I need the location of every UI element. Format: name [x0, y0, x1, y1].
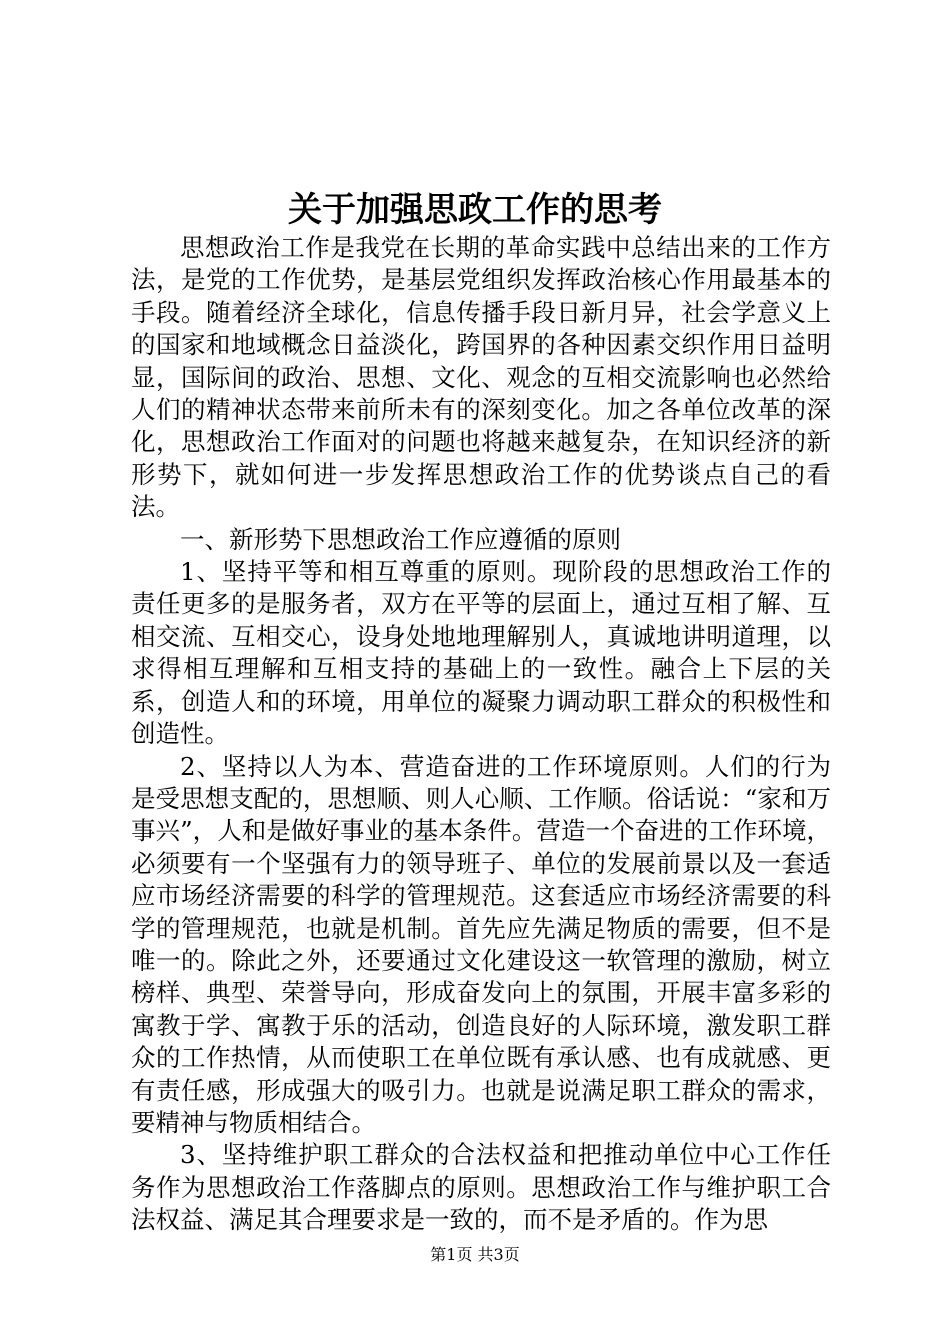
document-title: 关于加强思政工作的思考	[288, 190, 662, 230]
paragraph-principle-1: 1、坚持平等和相互尊重的原则。现阶段的思想政治工作的责任更多的是服务者，双方在平等的层面上，通过互相了解、互相交流、互相交心，设身处地地理解别人，真诚地讲明道理，以求得相互理解和互相支持的基础上的一致性。融合上下层的关系，创造人和的环境，用单位的凝聚力调动职工群众的积极性和创造性。	[131, 557, 831, 749]
page-footer: 第1页 共3页	[430, 1245, 520, 1264]
paragraph-principle-2: 2、坚持以人为本、营造奋进的工作环境原则。人们的行为是受思想支配的，思想顺、则人心顺、工作顺。俗话说：“家和万事兴”，人和是做好事业的基本条件。营造一个奋进的工作环境，必须要有一个坚强有力的领导班子、单位的发展前景以及一套适应市场经济需要的科学的管理规范。这套适应市场经济需要的科学的管理规范，也就是机制。首先应先满足物质的需要，但不是唯一的。除此之外，还要通过文化建设这一软管理的激励，树立榜样、典型、荣誉导向，形成奋发向上的氛围，开展丰富多彩的寓教于学、寓教于乐的活动，创造良好的人际环境，激发职工群众的工作热情，从而使职工在单位既有承认感、也有成就感、更有责任感，形成强大的吸引力。也就是说满足职工群众的需求，要精神与物质相结合。	[131, 751, 831, 1137]
document-body	[131, 232, 831, 1237]
paragraph-principle-3: 3、坚持维护职工群众的合法权益和把推动单位中心工作任务作为思想政治工作落脚点的原则。思想政治工作与维护职工合法权益、满足其合理要求是一致的，而不是矛盾的。作为思	[131, 1140, 831, 1235]
paragraph-intro: 思想政治工作是我党在长期的革命实践中总结出来的工作方法，是党的工作优势，是基层党组织发挥政治核心作用最基本的手段。随着经济全球化，信息传播手段日新月异，社会学意义上的国家和地域概念日益淡化，跨国界的各种因素交织作用日益明显，国际间的政治、思想、文化、观念的互相交流影响也必然给人们的精神状态带来前所未有的深刻变化。加之各单位改革的深化，思想政治工作面对的问题也将越来越复杂，在知识经济的新形势下，就如何进一步发挥思想政治工作的优势谈点自己的看法。	[131, 233, 831, 522]
section-heading-1: 一、新形势下思想政治工作应遵循的原则	[180, 524, 621, 554]
